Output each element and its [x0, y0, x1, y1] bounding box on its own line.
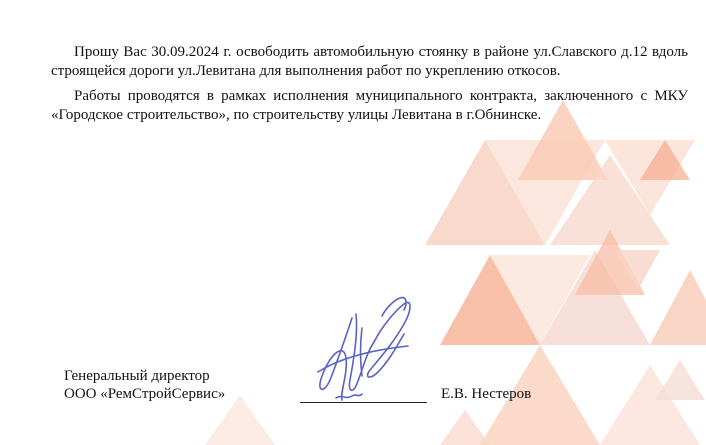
signature-stroke: [336, 394, 362, 398]
signer-position: Генеральный директор: [64, 368, 210, 384]
letter-paragraph-request: Прошу Вас 30.09.2024 г. освободить автомобильную стоянку в районе ул.Славского д.12 вдоль строящейся дороги ул.Левитана для выполнения работ по укреплению откосов.: [51, 44, 688, 79]
letter-paragraph-contract: Работы проводятся в рамках исполнения муниципального контракта, заключенного с МКУ «Городское строительство», по строительству улицы Левитана в г.Обнинске.: [51, 88, 688, 123]
signer-name: Е.В. Нестеров: [441, 386, 532, 402]
handwritten-signature: [300, 288, 432, 412]
signer-company: ООО «РемСтройСервис»: [64, 386, 226, 402]
signature-stroke: [361, 328, 363, 376]
signature-stroke: [368, 302, 410, 377]
